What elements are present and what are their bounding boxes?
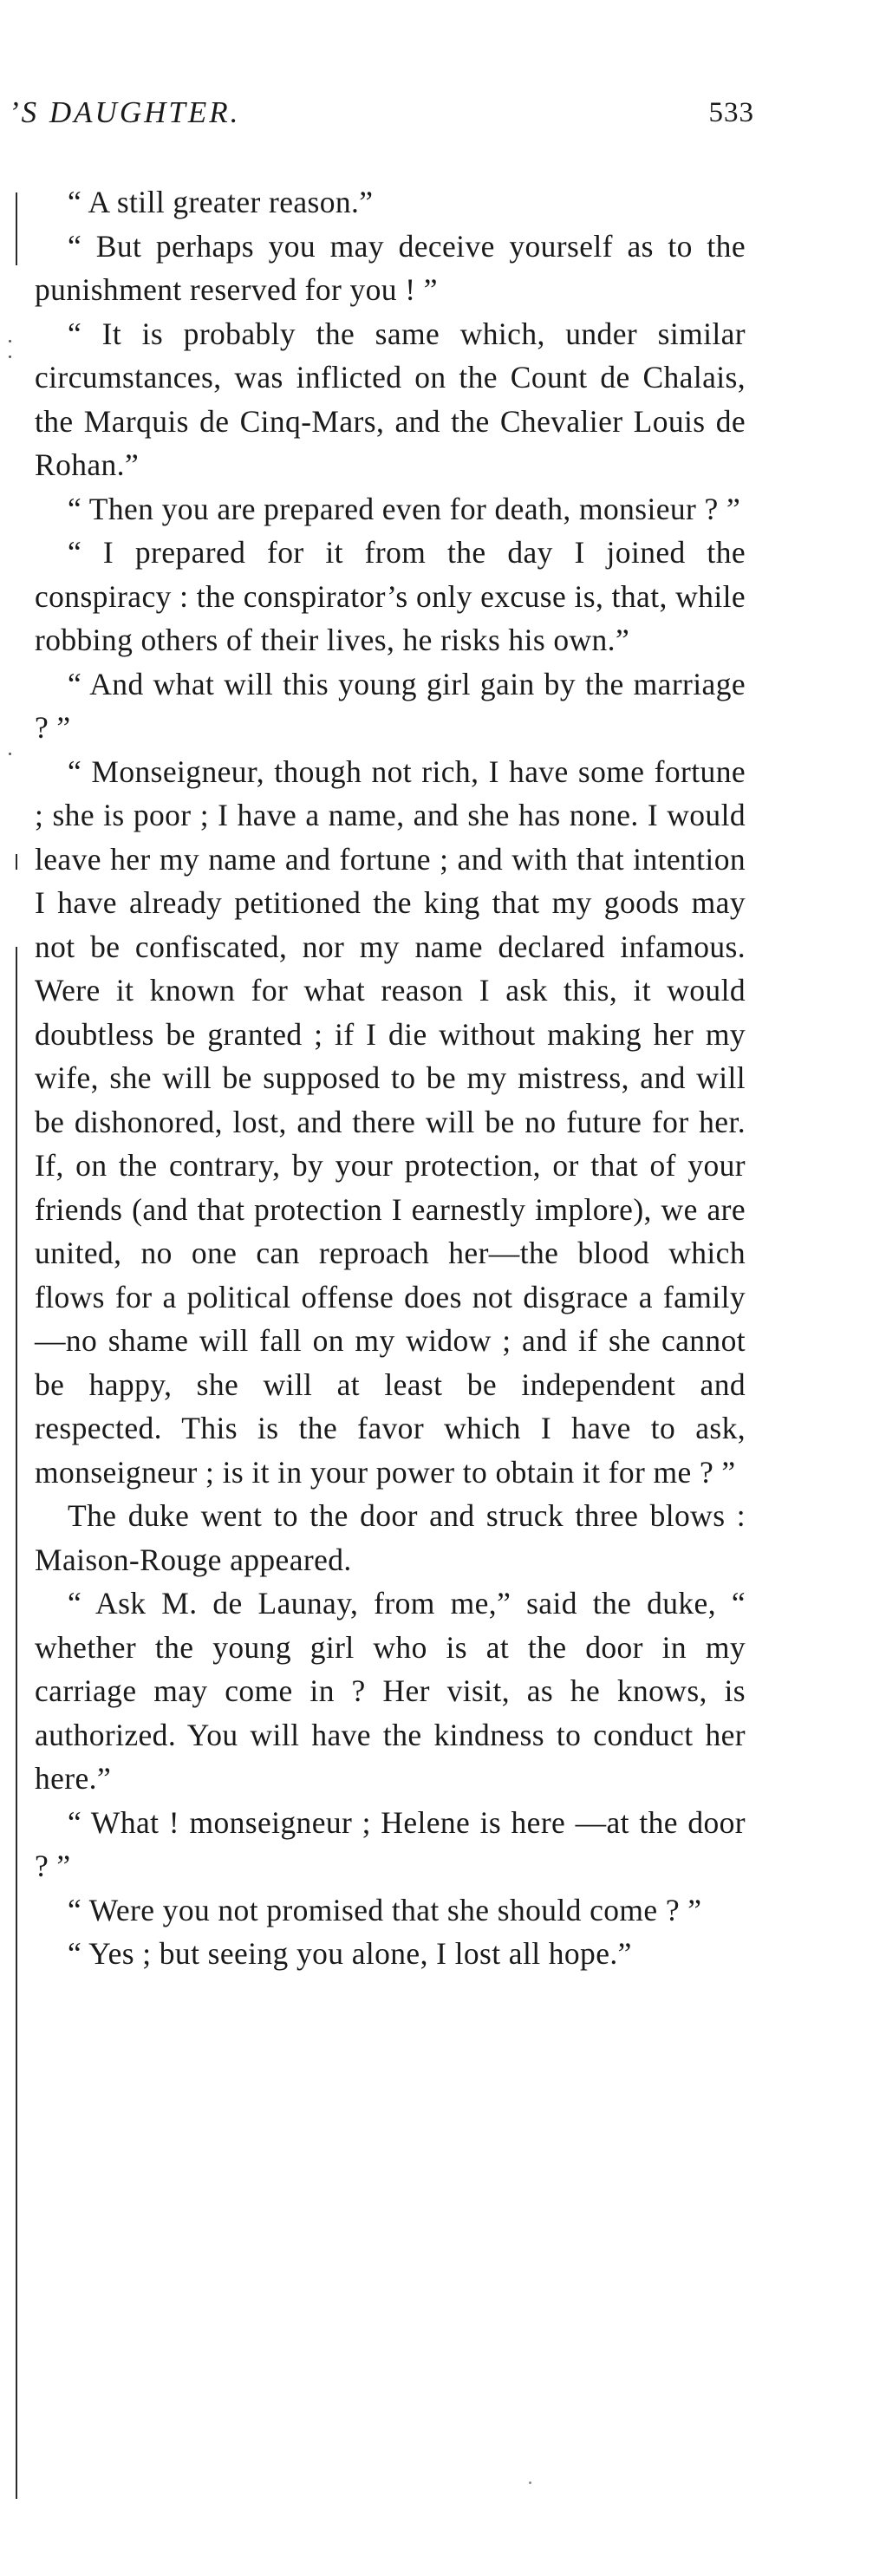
margin-rule [16, 227, 17, 265]
margin-rule [16, 192, 17, 229]
margin-dot [9, 340, 11, 342]
margin-rule [16, 854, 17, 870]
paragraph: “ Were you not promised that she should come ? ” [68, 1892, 702, 1927]
bottom-dot [529, 2481, 531, 2484]
paragraph: The duke went to the door and struck three blows : Maison-Rouge appeared. [35, 1498, 746, 1577]
margin-rule [16, 947, 17, 2499]
paragraph: “ And what will this young girl gain by the marriage ? ” [35, 666, 746, 745]
paragraph: “ Monseigneur, though not rich, I have some fortune ; she is poor ; I have a name, and she has none. I would leave her my name and fortune ; and with that intention I have already petitioned the king that my goods may not be confiscated, nor my name declared infamous. Were it known for what reason I ask this, it would doubtless be granted ; if I die without making her my wife, she will be supposed to be my mistress, and will be dishonored, lost, and there will be no future for her. If, on the contrary, by your protection, or that of your friends (and that protection I earnestly implore), we are united, no one can reproach her—the blood which flows for a political offense does not disgrace a family—no shame will fall on my widow ; and if she cannot be happy, she will at least be independent and respected. This is the favor which I have to ask, monseigneur ; is it in your power to obtain it for me ? ” [35, 753, 746, 1490]
page-number: 533 [708, 97, 754, 128]
paragraph: “ It is probably the same which, under similar circumstances, was inflicted on the Count de Chalais, the Marquis de Cinq-Mars, and the Chevalier Louis de Rohan.” [35, 316, 746, 482]
margin-dot [9, 355, 11, 358]
paragraph: “ What ! monseigneur ; Helene is here —at the door ? ” [35, 1804, 746, 1883]
paragraph: “ I prepared for it from the day I joined the conspiracy : the conspirator’s only excuse is, that, while robbing others of their lives, he risks his own.” [35, 535, 746, 657]
margin-dot [9, 753, 11, 755]
running-head [9, 94, 754, 132]
paragraph: “ Then you are prepared even for death, monsieur ? ” [68, 491, 741, 526]
body-text [35, 180, 746, 1976]
running-title: ’S DAUGHTER. [9, 95, 241, 129]
paragraph: “ A still greater reason.” [68, 185, 374, 219]
paragraph: “ Ask M. de Launay, from me,” said the duke, “ whether the young girl who is at the door in my carriage may come in ? Her visit, as he knows, is authorized. You will have the kindness to conduct her here.” [35, 1586, 746, 1796]
paragraph: “ But perhaps you may deceive yourself as to the punishment reserved for you ! ” [35, 228, 746, 307]
paragraph: “ Yes ; but seeing you alone, I lost all hope.” [68, 1936, 632, 1971]
